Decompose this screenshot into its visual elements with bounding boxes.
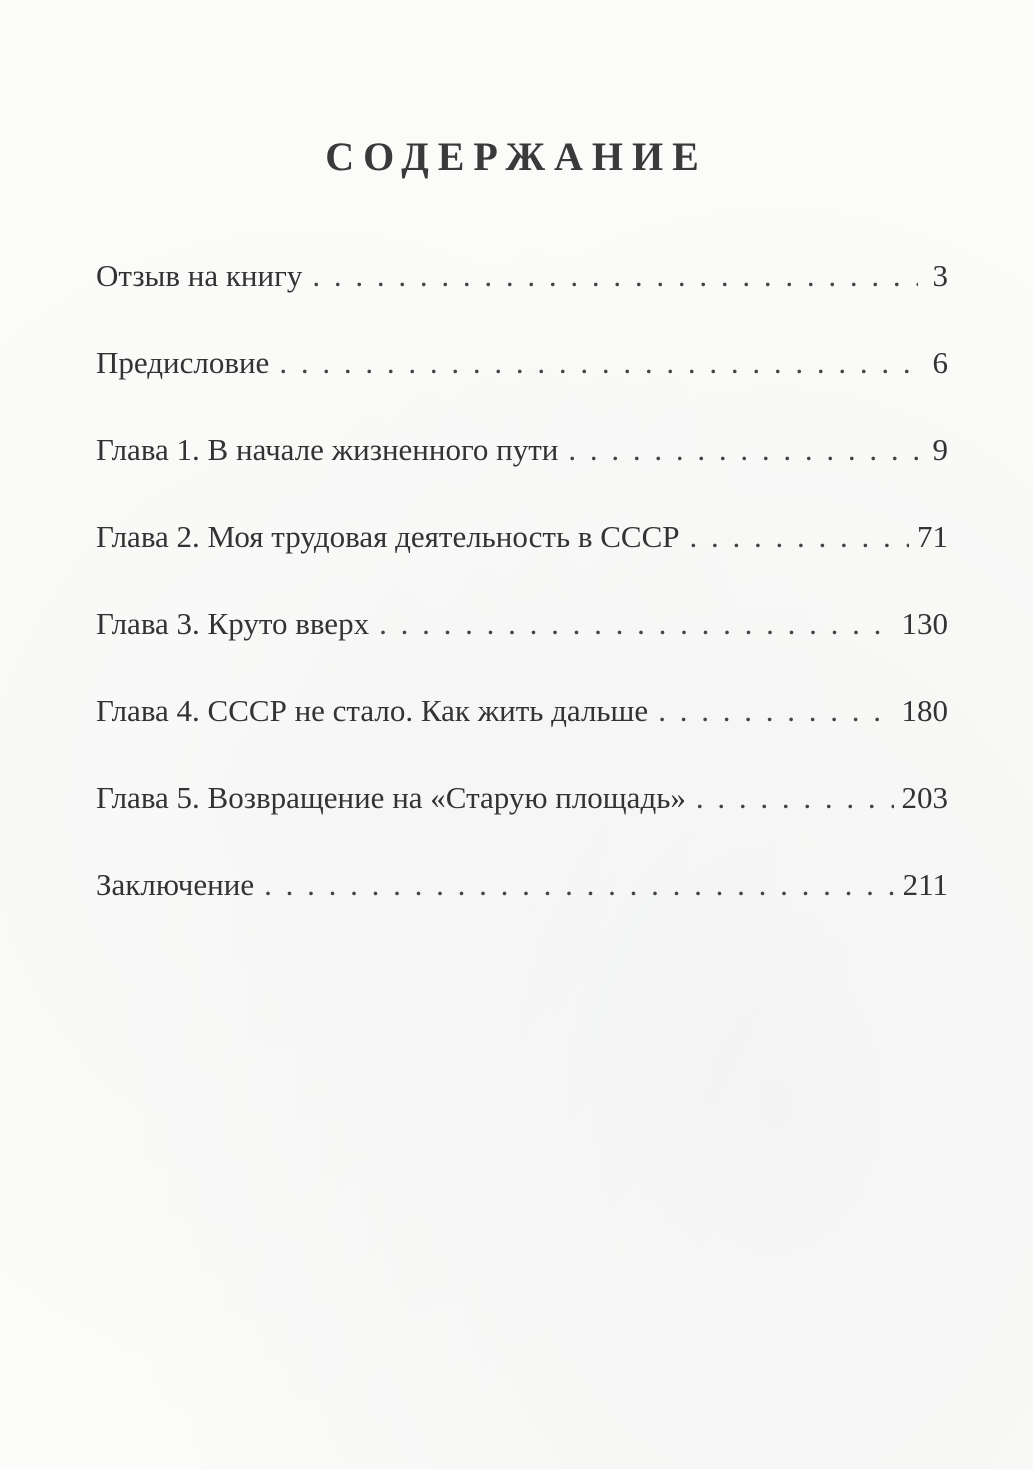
toc-entry-chapter-5 [96,780,948,867]
toc-entry-conclusion [96,867,948,954]
toc-entry-label: Глава 5. Возвращение на «Старую площадь» [96,780,686,815]
toc-entry-label: Глава 2. Моя трудовая деятельность в СССР [96,519,680,554]
toc-entry-chapter-4 [96,693,948,780]
toc-entry-label: Предисловие [96,345,270,380]
toc-entry-chapter-3 [96,606,948,693]
toc-dot-leader [379,606,893,642]
toc-dot-leader [658,693,893,729]
toc-entry-label: Заключение [96,867,255,902]
toc-entry-label: Глава 4. СССР не стало. Как жить дальше [96,693,649,728]
toc-entry-label: Глава 3. Круто вверх [96,606,370,641]
table-of-contents [96,258,948,954]
page-title: СОДЕРЖАНИЕ [325,134,708,179]
toc-entry-page: 3 [932,258,948,293]
toc-entry-label: Глава 1. В начале жизненного пути [96,432,559,467]
toc-entry-page: 130 [901,606,948,641]
toc-dot-leader [568,432,918,468]
toc-dot-leader [312,258,918,294]
toc-dot-leader [264,867,895,903]
toc-entry-page: 6 [932,345,948,380]
toc-entry-label: Отзыв на книгу [96,258,303,293]
toc-entry-chapter-2 [96,519,948,606]
toc-entry-page: 180 [901,693,948,728]
toc-dot-leader [696,780,894,816]
toc-entry-page: 203 [901,780,948,815]
toc-entry-preface [96,345,948,432]
toc-dot-leader [690,519,909,555]
toc-entry-chapter-1 [96,432,948,519]
toc-entry-page: 9 [932,432,948,467]
toc-entry-page: 71 [917,519,948,554]
toc-entry-review [96,258,948,345]
toc-dot-leader [279,345,918,381]
toc-entry-page: 211 [902,867,948,902]
